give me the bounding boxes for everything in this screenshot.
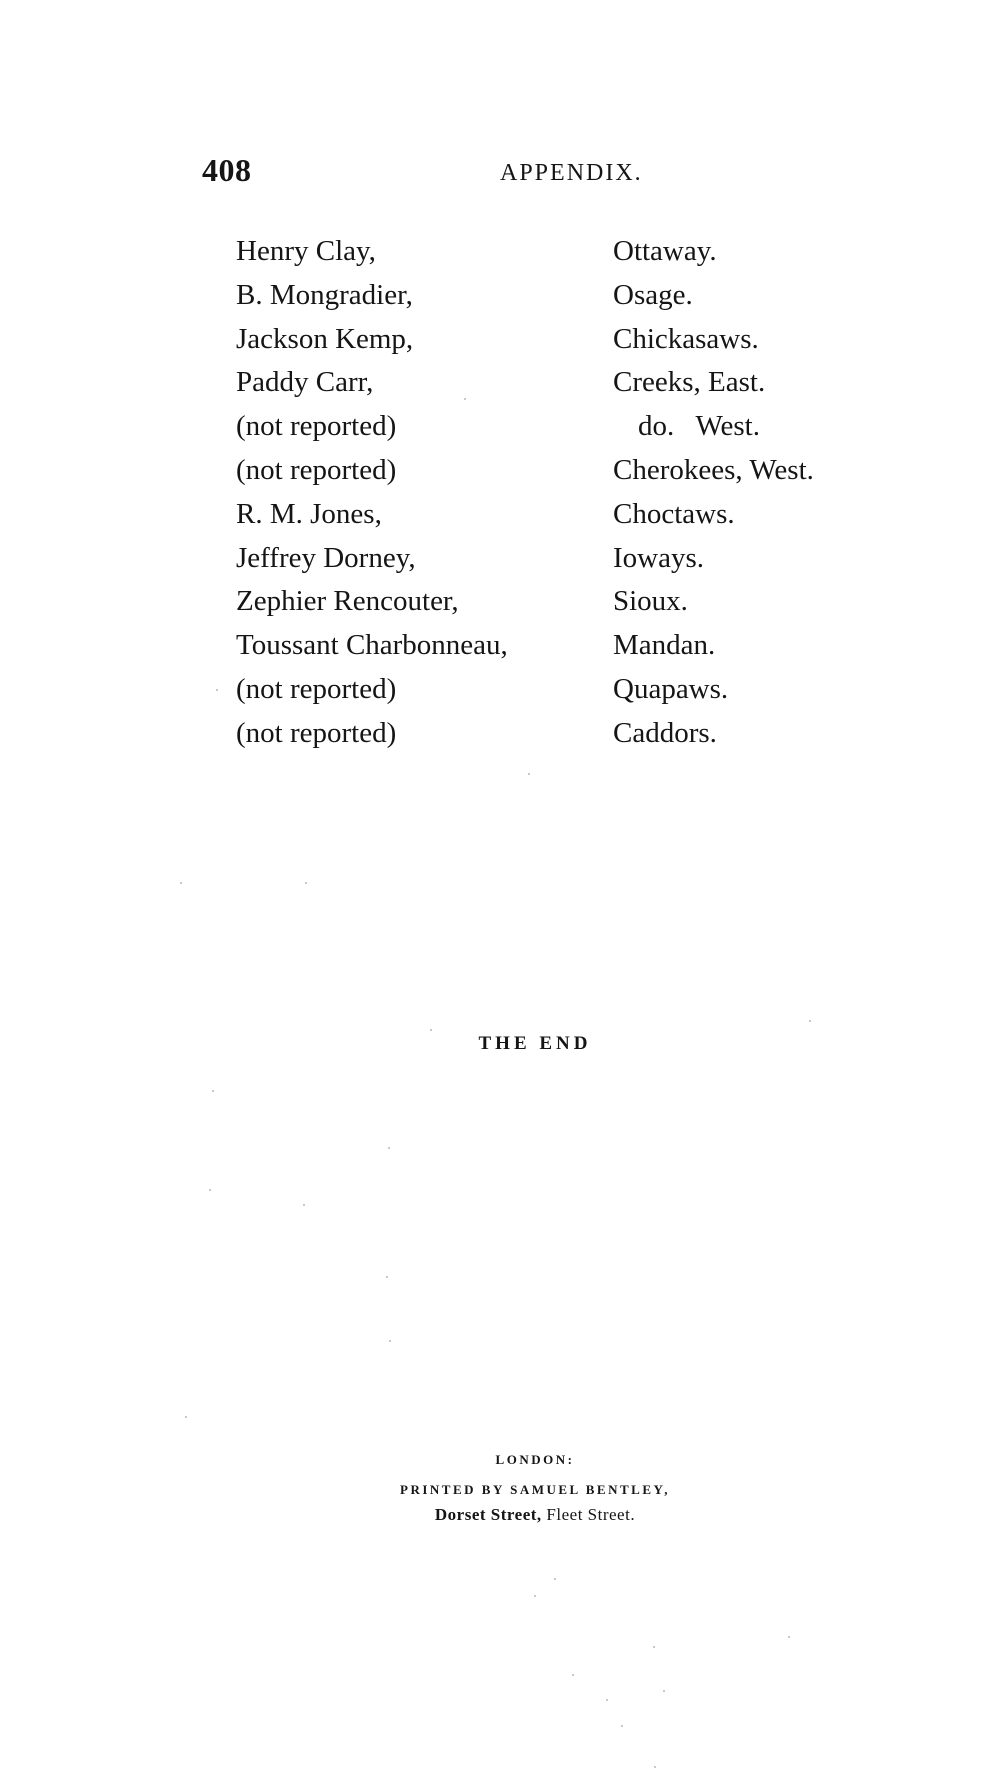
scan-speck bbox=[809, 1020, 811, 1022]
scan-speck bbox=[212, 1090, 214, 1092]
scan-speck bbox=[572, 1674, 574, 1676]
list-item bbox=[0, 537, 1000, 581]
imprint-street: Dorset Street, bbox=[434, 1505, 542, 1524]
agent-name: Jeffrey Dorney, bbox=[236, 541, 416, 574]
scan-speck bbox=[653, 1646, 655, 1648]
scan-speck bbox=[621, 1725, 623, 1727]
list-item bbox=[0, 493, 1000, 537]
agent-name: Henry Clay, bbox=[236, 235, 376, 267]
agent-name: (not reported) bbox=[236, 410, 397, 443]
scan-speck bbox=[185, 1416, 187, 1418]
list-item bbox=[0, 624, 1000, 668]
agent-name: R. M. Jones, bbox=[236, 497, 382, 530]
the-end-heading: THE END bbox=[478, 1033, 592, 1054]
tribe-name: Osage. bbox=[613, 278, 693, 311]
scan-speck bbox=[788, 1636, 790, 1638]
agent-name: Paddy Carr, bbox=[236, 366, 374, 399]
list-item bbox=[0, 668, 1000, 712]
running-head: APPENDIX. bbox=[500, 160, 643, 186]
imprint-street-rest: Fleet Street. bbox=[546, 1505, 636, 1524]
tribe-name: Ioways. bbox=[613, 541, 705, 574]
scan-speck bbox=[388, 1147, 390, 1149]
tribe-name: Quapaws. bbox=[613, 672, 729, 705]
tribe-name: Cherokees, West. bbox=[613, 453, 814, 486]
tribe-name: do. West. bbox=[638, 410, 760, 443]
imprint-printer: PRINTED BY SAMUEL BENTLEY, bbox=[400, 1482, 670, 1497]
scan-speck bbox=[389, 1340, 391, 1342]
scan-speck bbox=[464, 398, 466, 400]
list-item bbox=[0, 580, 1000, 624]
agent-name: (not reported) bbox=[236, 453, 397, 486]
agent-name: Jackson Kemp, bbox=[236, 322, 414, 355]
scan-speck bbox=[386, 1276, 388, 1278]
imprint-city: LONDON: bbox=[495, 1452, 575, 1467]
agent-name: (not reported) bbox=[236, 716, 397, 749]
scan-speck bbox=[663, 1690, 665, 1692]
scan-speck bbox=[534, 1595, 536, 1597]
scan-speck bbox=[554, 1578, 556, 1580]
tribe-name: Choctaws. bbox=[613, 497, 735, 530]
tribe-name: Mandan. bbox=[613, 629, 716, 662]
tribe-name: Caddors. bbox=[613, 716, 717, 749]
tribe-name: Sioux. bbox=[613, 585, 688, 618]
list-item bbox=[0, 712, 1000, 756]
scan-speck bbox=[654, 1766, 656, 1768]
tribe-name: Creeks, East. bbox=[613, 366, 766, 399]
scan-speck bbox=[216, 689, 218, 691]
page-number: 408 bbox=[202, 152, 252, 188]
list-item bbox=[0, 405, 1000, 449]
scan-speck bbox=[303, 1204, 305, 1206]
list-item bbox=[0, 449, 1000, 493]
agents-list bbox=[0, 230, 1000, 756]
tribe-name: Ottaway. bbox=[613, 235, 717, 267]
scan-speck bbox=[430, 1029, 432, 1031]
scan-speck bbox=[305, 882, 307, 884]
list-item bbox=[0, 274, 1000, 318]
scan-speck bbox=[180, 882, 182, 884]
agent-name: (not reported) bbox=[236, 672, 397, 705]
agent-name: Zephier Rencouter, bbox=[236, 585, 459, 618]
agent-name: B. Mongradier, bbox=[236, 278, 413, 311]
scan-speck bbox=[209, 1189, 211, 1191]
list-item bbox=[0, 318, 1000, 362]
imprint-address bbox=[0, 1505, 1000, 1525]
scan-speck bbox=[606, 1699, 608, 1701]
list-item bbox=[0, 230, 1000, 274]
agent-name: Toussant Charbonneau, bbox=[236, 629, 508, 662]
tribe-name: Chickasaws. bbox=[613, 322, 759, 355]
scan-speck bbox=[528, 773, 530, 775]
list-item bbox=[0, 361, 1000, 405]
